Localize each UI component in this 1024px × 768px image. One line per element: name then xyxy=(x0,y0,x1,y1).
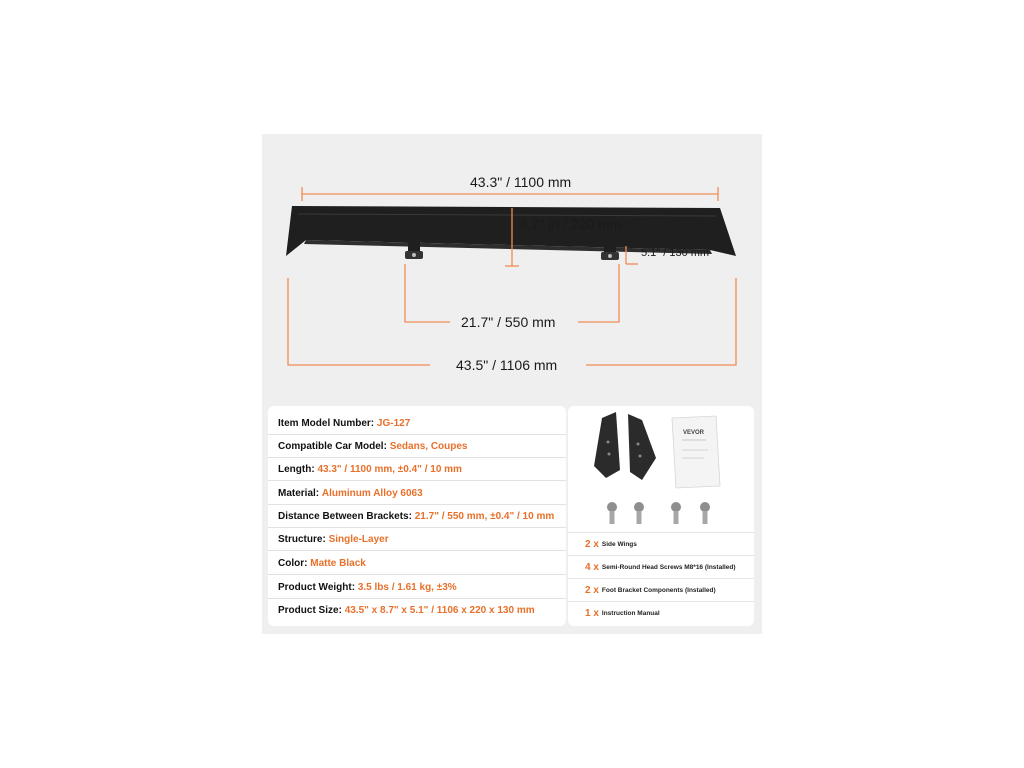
spec-value: 43.5" x 8.7" x 5.1" / 1106 x 220 x 130 mm xyxy=(344,605,535,616)
manual-brand: VEVOR xyxy=(683,430,705,436)
spec-row xyxy=(268,482,566,505)
wing-depth-label: 8.7" in / 220 mm xyxy=(520,216,622,232)
spec-key: Distance Between Brackets: xyxy=(278,511,412,522)
package-label: Side Wings xyxy=(601,541,637,548)
overall-wing-length-label: 43.3" / 1100 mm xyxy=(470,174,572,190)
package-label: Foot Bracket Components (Installed) xyxy=(601,587,716,594)
spec-row xyxy=(268,412,566,435)
package-item xyxy=(568,601,754,624)
spec-value: 43.3" / 1100 mm, ±0.4" / 10 mm xyxy=(317,464,462,475)
bracket-distance-label: 21.7" / 550 mm xyxy=(461,314,556,330)
spec-row xyxy=(268,599,566,622)
spec-row xyxy=(268,552,566,575)
spec-row xyxy=(268,576,566,599)
spec-key: Length: xyxy=(278,464,315,475)
package-qty: 2 x xyxy=(585,585,599,596)
spec-row xyxy=(268,435,566,458)
dimension-diagram xyxy=(262,134,762,404)
spec-row xyxy=(268,458,566,481)
spec-key: Product Size: xyxy=(278,605,342,616)
overall-length-label: 43.5" / 1106 mm xyxy=(456,357,558,373)
package-item xyxy=(568,578,754,601)
package-qty: 1 x xyxy=(585,608,599,619)
manual-image xyxy=(672,416,720,488)
spec-table xyxy=(268,406,566,626)
spec-value: 3.5 lbs / 1.61 kg, ±3% xyxy=(357,582,457,593)
spec-key: Compatible Car Model: xyxy=(278,441,387,452)
package-label: Instruction Manual xyxy=(601,610,660,617)
bracket-height-label: 5.1" / 130 mm xyxy=(641,247,710,259)
spec-key: Product Weight: xyxy=(278,582,356,593)
spec-value: JG-127 xyxy=(376,418,411,429)
spec-value: Single-Layer xyxy=(328,534,389,545)
package-contents xyxy=(568,406,754,626)
spec-key: Material: xyxy=(278,488,320,499)
spec-value: Aluminum Alloy 6063 xyxy=(321,488,423,499)
spec-row xyxy=(268,528,566,551)
spec-row xyxy=(268,505,566,528)
spec-key: Structure: xyxy=(278,534,326,545)
package-item xyxy=(568,532,754,555)
package-qty: 2 x xyxy=(585,539,599,550)
spec-key: Item Model Number: xyxy=(278,418,375,429)
package-qty: 4 x xyxy=(585,562,599,573)
package-item xyxy=(568,555,754,578)
screws-image xyxy=(607,502,710,524)
spec-value: 21.7" / 550 mm, ±0.4" / 10 mm xyxy=(414,511,555,522)
spec-value: Sedans, Coupes xyxy=(389,441,468,452)
spec-key: Color: xyxy=(278,558,308,569)
product-panel xyxy=(262,134,762,634)
package-label: Semi-Round Head Screws M8*16 (Installed) xyxy=(601,564,736,571)
package-images xyxy=(568,406,754,534)
spec-value: Matte Black xyxy=(310,558,366,569)
side-wings-image xyxy=(594,412,656,480)
